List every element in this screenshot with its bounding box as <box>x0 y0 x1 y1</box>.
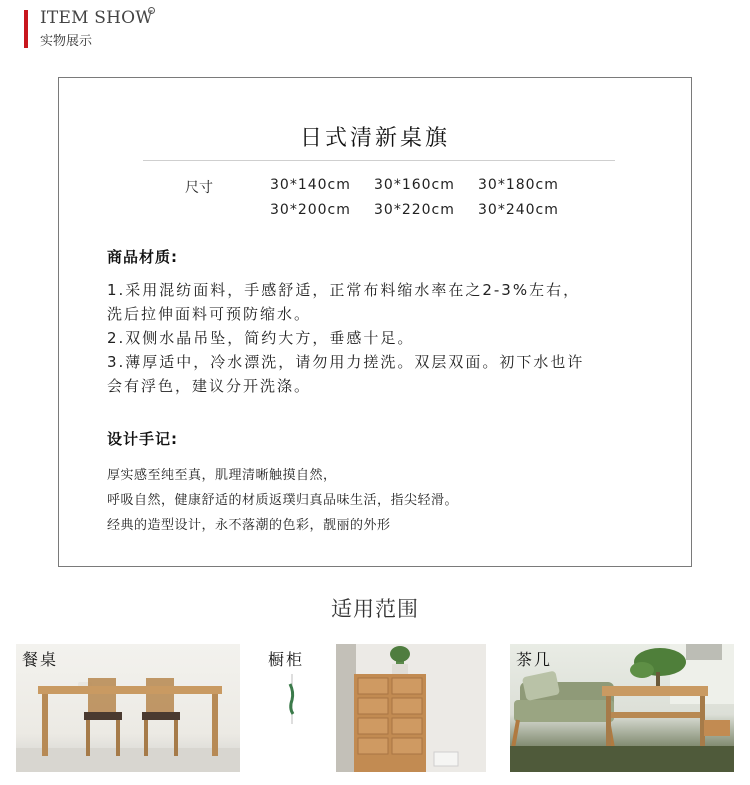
material-line: 洗后拉伸面料可预防缩水。 <box>107 305 312 323</box>
photo-label-cabinet: 橱柜 <box>268 650 305 669</box>
photo-label-coffee-table: 茶几 <box>516 650 553 669</box>
size-option: 30*220cm <box>374 202 455 218</box>
size-option: 30*240cm <box>478 202 559 218</box>
size-option: 30*180cm <box>478 177 559 193</box>
header-title-en: ITEM SHOW <box>40 8 153 28</box>
photo-label-dining-table: 餐桌 <box>22 650 59 669</box>
coffee-table-photo <box>510 644 734 772</box>
header-accent-bar <box>24 10 28 48</box>
design-line: 呼吸自然，健康舒适的材质返璞归真品味生活，指尖轻滑。 <box>107 493 459 508</box>
material-line: 2.双侧水晶吊坠，简约大方，垂感十足。 <box>107 329 415 347</box>
size-option: 30*140cm <box>270 177 351 193</box>
cabinet-photo <box>262 644 486 772</box>
size-option: 30*160cm <box>374 177 455 193</box>
size-row-2 <box>270 202 582 218</box>
dining-table-photo <box>16 644 240 772</box>
material-line: 3.薄厚适中，冷水漂洗，请勿用力搓洗。双层双面。初下水也许 <box>107 353 585 371</box>
design-line: 经典的造型设计，永不落潮的色彩，靓丽的外形 <box>107 518 391 533</box>
material-heading: 商品材质: <box>107 248 178 266</box>
design-heading: 设计手记: <box>107 430 178 448</box>
size-label: 尺寸 <box>185 180 213 196</box>
header-title-cn: 实物展示 <box>40 34 93 49</box>
size-option: 30*200cm <box>270 202 351 218</box>
product-title: 日式清新桌旗 <box>299 126 450 151</box>
header-circle-icon <box>148 7 155 14</box>
design-line: 厚实感至纯至真，肌理清晰触摸自然， <box>107 468 337 483</box>
material-line: 1.采用混纺面料，手感舒适，正常布料缩水率在之2-3%左右， <box>107 281 581 299</box>
size-row-1 <box>270 177 582 193</box>
product-info-panel <box>58 77 692 567</box>
title-divider <box>143 160 615 161</box>
material-line: 会有浮色，建议分开洗涤。 <box>107 377 312 395</box>
usage-title: 适用范围 <box>331 597 419 621</box>
